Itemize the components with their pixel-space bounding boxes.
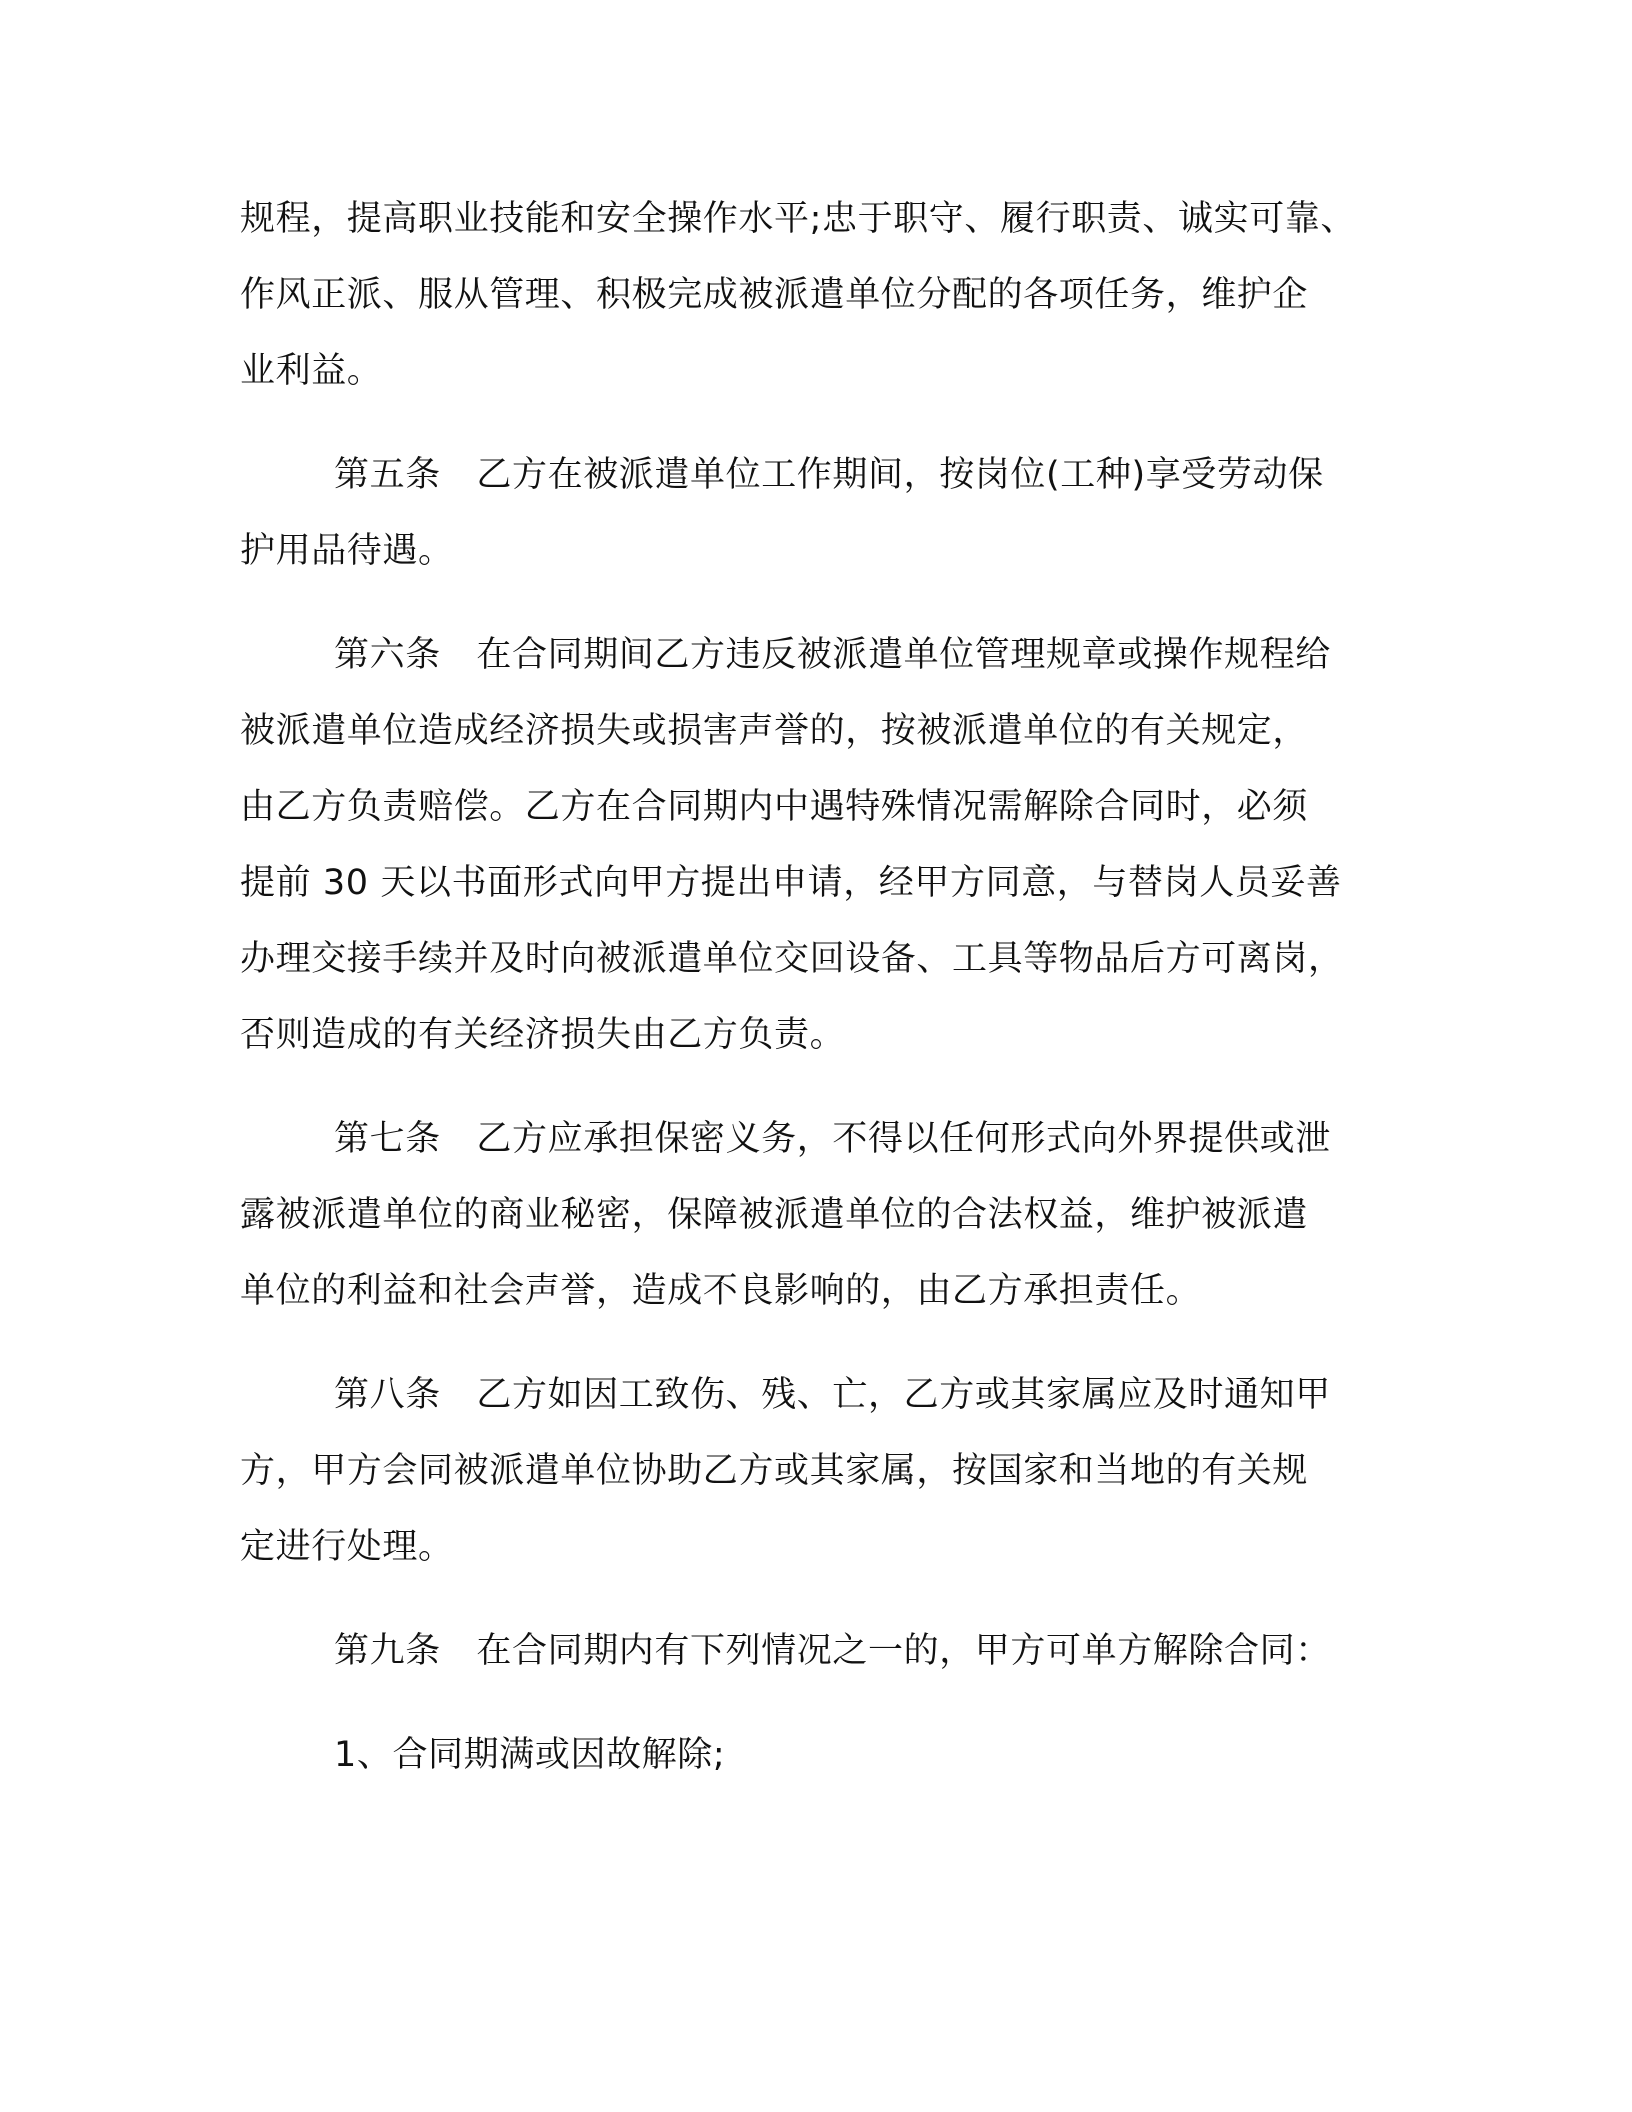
text-line: 作风正派、服从管理、积极完成被派遣单位分配的各项任务，维护企 bbox=[240, 275, 1309, 315]
article-9-heading-line: 第九条 在合同期内有下列情况之一的，甲方可单方解除合同： bbox=[334, 1631, 1331, 1671]
text-line: 业利益。 bbox=[240, 351, 383, 391]
text-line: 由乙方负责赔偿。乙方在合同期内中遇特殊情况需解除合同时，必须 bbox=[240, 787, 1309, 827]
text-line: 被派遣单位造成经济损失或损害声誉的，按被派遣单位的有关规定， bbox=[240, 711, 1309, 751]
text-line: 露被派遣单位的商业秘密，保障被派遣单位的合法权益，维护被派遣 bbox=[240, 1195, 1309, 1235]
text-line: 单位的利益和社会声誉，造成不良影响的，由乙方承担责任。 bbox=[240, 1271, 1202, 1311]
list-item-1: 1、合同期满或因故解除; bbox=[334, 1735, 726, 1775]
article-8-heading-line: 第八条 乙方如因工致伤、残、亡，乙方或其家属应及时通知甲 bbox=[334, 1375, 1331, 1415]
text-line: 规程，提高职业技能和安全操作水平;忠于职守、履行职责、诚实可靠、 bbox=[240, 199, 1356, 239]
text-line: 提前 30 天以书面形式向甲方提出申请，经甲方同意，与替岗人员妥善 bbox=[240, 863, 1342, 903]
text-line: 护用品待遇。 bbox=[240, 531, 454, 571]
text-line: 否则造成的有关经济损失由乙方负责。 bbox=[240, 1015, 846, 1055]
text-line: 办理交接手续并及时向被派遣单位交回设备、工具等物品后方可离岗， bbox=[240, 939, 1344, 979]
article-5-heading-line: 第五条 乙方在被派遣单位工作期间，按岗位(工种)享受劳动保 bbox=[334, 455, 1324, 495]
text-line: 方，甲方会同被派遣单位协助乙方或其家属，按国家和当地的有关规 bbox=[240, 1451, 1309, 1491]
article-7-heading-line: 第七条 乙方应承担保密义务，不得以任何形式向外界提供或泄 bbox=[334, 1119, 1331, 1159]
article-6-heading-line: 第六条 在合同期间乙方违反被派遣单位管理规章或操作规程给 bbox=[334, 635, 1331, 675]
text-line: 定进行处理。 bbox=[240, 1527, 454, 1567]
